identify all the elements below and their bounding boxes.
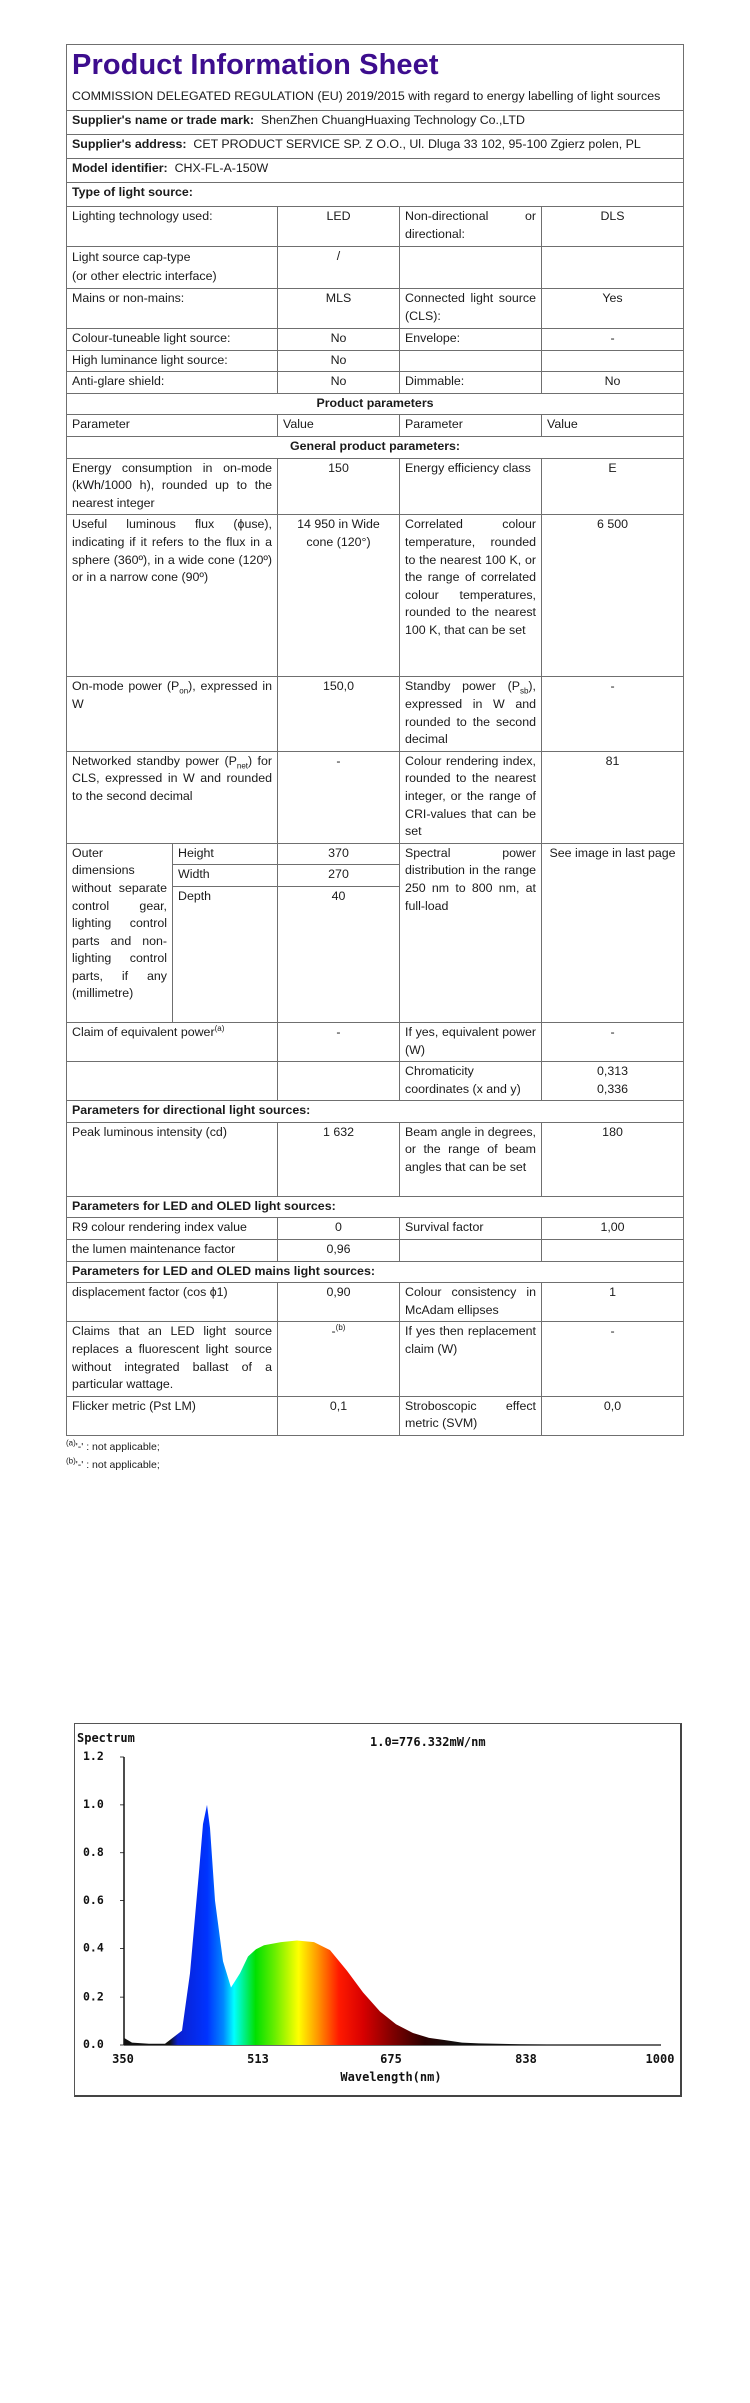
param-value: 0,1	[278, 1396, 400, 1435]
table-row	[67, 1022, 684, 1061]
param-value: E	[542, 458, 684, 515]
param-label: Colour rendering index, rounded to the nearest integer, or the range of CRI-values that can be set	[400, 751, 542, 843]
param-value: 1,00	[542, 1218, 684, 1240]
led-mains-heading: Parameters for LED and OLED mains light sources:	[67, 1261, 684, 1283]
svg-text:1.2: 1.2	[83, 1749, 104, 1764]
param-label: If yes, equivalent power (W)	[400, 1022, 542, 1061]
column-header: Parameter	[400, 415, 542, 437]
table-row	[67, 329, 684, 351]
param-label: Beam angle in degrees, or the range of beam angles that can be set	[400, 1122, 542, 1196]
param-label	[400, 247, 542, 289]
footnote: $^{(b)}$'-' : not applicable;	[66, 1456, 160, 1471]
height-label: Height	[173, 843, 278, 865]
param-label: Anti-glare shield:	[67, 372, 278, 394]
product-parameters-heading: Product parameters	[67, 393, 684, 415]
param-value: 1 632	[278, 1122, 400, 1196]
spectrum-area	[124, 1805, 661, 2045]
param-label: Energy efficiency class	[400, 458, 542, 515]
table-row	[67, 677, 684, 751]
svg-text:0.2: 0.2	[83, 1989, 104, 2004]
x-axis-label: Wavelength(nm)	[340, 2070, 442, 2084]
chart-annotation: 1.0=776.332mW/nm	[370, 1735, 486, 1749]
param-label: Peak luminous intensity (cd)	[67, 1122, 278, 1196]
param-value: 0	[278, 1218, 400, 1240]
param-value: -	[278, 1022, 400, 1061]
param-value: /	[278, 247, 400, 289]
param-label: High luminance light source:	[67, 350, 278, 372]
param-label: displacement factor (cos ϕ1)	[67, 1283, 278, 1322]
table-row	[67, 515, 684, 677]
model-identifier-value: CHX-FL-A-150W	[174, 161, 269, 175]
svg-text:0.8: 0.8	[83, 1844, 104, 1859]
param-value: No	[278, 372, 400, 394]
depth-value: 40	[278, 886, 400, 1022]
param-label: R9 colour rendering index value	[67, 1218, 278, 1240]
spectrum-chart	[74, 1723, 682, 2097]
svg-text:1000: 1000	[645, 2052, 675, 2066]
svg-text:838: 838	[515, 2052, 537, 2066]
param-value: 0,0	[542, 1396, 684, 1435]
dimensions-label: Outer dimensions without separate control gear, lighting control parts and non-lighting control parts, if any (millimetre)	[67, 843, 173, 1022]
table-row	[67, 207, 684, 247]
model-identifier-label: Model identifier:	[72, 161, 168, 175]
param-value: No	[542, 372, 684, 394]
table-row	[67, 350, 684, 372]
svg-text:513: 513	[247, 2052, 269, 2066]
table-row	[67, 372, 684, 394]
param-value: No	[278, 350, 400, 372]
svg-text:1.0: 1.0	[83, 1797, 104, 1812]
table-row	[67, 1283, 684, 1322]
width-value: 270	[278, 865, 400, 887]
svg-text:350: 350	[112, 2052, 134, 2066]
param-label: Colour consistency in McAdam ellipses	[400, 1283, 542, 1322]
param-label: If yes then replacement claim (W)	[400, 1322, 542, 1396]
param-label: Non-directional or directional:	[400, 207, 542, 247]
supplier-name-value: ShenZhen ChuangHuaxing Technology Co.,LTD	[260, 113, 525, 127]
param-label: Energy consumption in on-mode (kWh/1000 h), rounded up to the nearest integer	[67, 458, 278, 515]
general-parameters-heading: General product parameters:	[67, 436, 684, 458]
param-label: Dimmable:	[400, 372, 542, 394]
info-table	[66, 44, 684, 1436]
param-label: Light source cap-type (or other electric interface)	[67, 247, 278, 289]
page-title: Product Information Sheet	[72, 49, 439, 81]
param-value: 150	[278, 458, 400, 515]
param-value: 0,96	[278, 1240, 400, 1262]
param-value: 6 500	[542, 515, 684, 677]
column-header: Parameter	[67, 415, 278, 437]
param-value	[542, 350, 684, 372]
param-value: 150,0	[278, 677, 400, 751]
param-label: Connected light source (CLS):	[400, 289, 542, 329]
y-ticks	[83, 1749, 124, 2051]
param-label: Claim of equivalent power$^{(a)}$	[67, 1022, 278, 1061]
param-value: 81	[542, 751, 684, 843]
table-row	[67, 843, 684, 865]
depth-label: Depth	[173, 886, 278, 1022]
table-row	[67, 247, 684, 289]
param-value: -	[542, 329, 684, 351]
param-value: 0,313 0,336	[542, 1062, 684, 1101]
param-label: Lighting technology used:	[67, 207, 278, 247]
param-label: On-mode power $(P_{on})$, expressed in W	[67, 677, 278, 751]
table-row	[67, 1062, 684, 1101]
table-row	[67, 1218, 684, 1240]
param-label: Claims that an LED light source replaces a fluorescent light source without integrated ballast of a particular wattage.	[67, 1322, 278, 1396]
param-value	[542, 247, 684, 289]
svg-text:0.6: 0.6	[83, 1892, 104, 1907]
column-header-row	[67, 415, 684, 437]
svg-text:0.0: 0.0	[83, 2037, 104, 2052]
param-value: 180	[542, 1122, 684, 1196]
table-row	[67, 1396, 684, 1435]
spectrum-chart-svg	[75, 1724, 683, 2098]
param-value: -	[542, 1022, 684, 1061]
param-value: See image in last page	[542, 843, 684, 1022]
param-label: Spectral power distribution in the range 250 nm to 800 nm, at full-load	[400, 843, 542, 1022]
column-header: Value	[542, 415, 684, 437]
column-header: Value	[278, 415, 400, 437]
param-label: Standby power $(P_{sb})$, expressed in W and rounded to the second decimal	[400, 677, 542, 751]
table-row	[67, 289, 684, 329]
svg-text:675: 675	[380, 2052, 402, 2066]
param-label: Colour-tuneable light source:	[67, 329, 278, 351]
param-value: 14 950 in Wide cone (120°)	[278, 515, 400, 677]
footnotes	[66, 1438, 683, 1474]
supplier-name-label: Supplier's name or trade mark:	[72, 113, 254, 127]
table-row	[67, 1240, 684, 1262]
supplier-address-row	[67, 135, 684, 159]
chart-title: Spectrum	[77, 1731, 135, 1745]
param-label	[400, 350, 542, 372]
regulation-text: COMMISSION DELEGATED REGULATION (EU) 2019/2015 with regard to energy labelling of light sources	[72, 89, 661, 103]
table-row	[67, 458, 684, 515]
param-value: No	[278, 329, 400, 351]
param-label: the lumen maintenance factor	[67, 1240, 278, 1262]
footnote: $^{(a)}$'-' : not applicable;	[66, 1438, 160, 1453]
height-value: 370	[278, 843, 400, 865]
svg-text:0.4: 0.4	[83, 1940, 104, 1955]
supplier-name-row	[67, 111, 684, 135]
supplier-address-label: Supplier's address:	[72, 137, 187, 151]
light-source-type-heading: Type of light source:	[67, 183, 684, 207]
title-cell	[67, 45, 684, 111]
model-identifier-row	[67, 159, 684, 183]
supplier-address-value: CET PRODUCT SERVICE SP. Z O.O., Ul. Dluga 33 102, 95-100 Zgierz polen, PL	[193, 137, 641, 151]
param-label: Networked standby power $(P_{net})$ for CLS, expressed in W and rounded to the second decimal	[67, 751, 278, 843]
param-value: LED	[278, 207, 400, 247]
param-label: Chromaticity coordinates (x and y)	[400, 1062, 542, 1101]
param-value: -	[542, 677, 684, 751]
param-value: -$^{(b)}$	[278, 1322, 400, 1396]
directional-heading: Parameters for directional light sources:	[67, 1101, 684, 1123]
led-heading: Parameters for LED and OLED light sources:	[67, 1196, 684, 1218]
param-label: Stroboscopic effect metric (SVM)	[400, 1396, 542, 1435]
param-value: 1	[542, 1283, 684, 1322]
product-information-sheet	[66, 44, 683, 1474]
width-label: Width	[173, 865, 278, 887]
param-value: -	[542, 1322, 684, 1396]
param-value: 0,90	[278, 1283, 400, 1322]
table-row	[67, 751, 684, 843]
param-value: MLS	[278, 289, 400, 329]
param-label: Envelope:	[400, 329, 542, 351]
param-value: Yes	[542, 289, 684, 329]
param-label: Useful luminous flux (ϕuse), indicating if it refers to the flux in a sphere (360º), in a wide cone (120º) or in a narrow cone (90º)	[67, 515, 278, 677]
param-label: Flicker metric (Pst LM)	[67, 1396, 278, 1435]
param-label: Mains or non-mains:	[67, 289, 278, 329]
param-label: Survival factor	[400, 1218, 542, 1240]
param-value: DLS	[542, 207, 684, 247]
table-row	[67, 1122, 684, 1196]
param-value: -	[278, 751, 400, 843]
param-label: Correlated colour temperature, rounded to the nearest 100 K, or the range of correlated colour temperatures, rounded to the nearest 100 K, that can be set	[400, 515, 542, 677]
table-row	[67, 1322, 684, 1396]
